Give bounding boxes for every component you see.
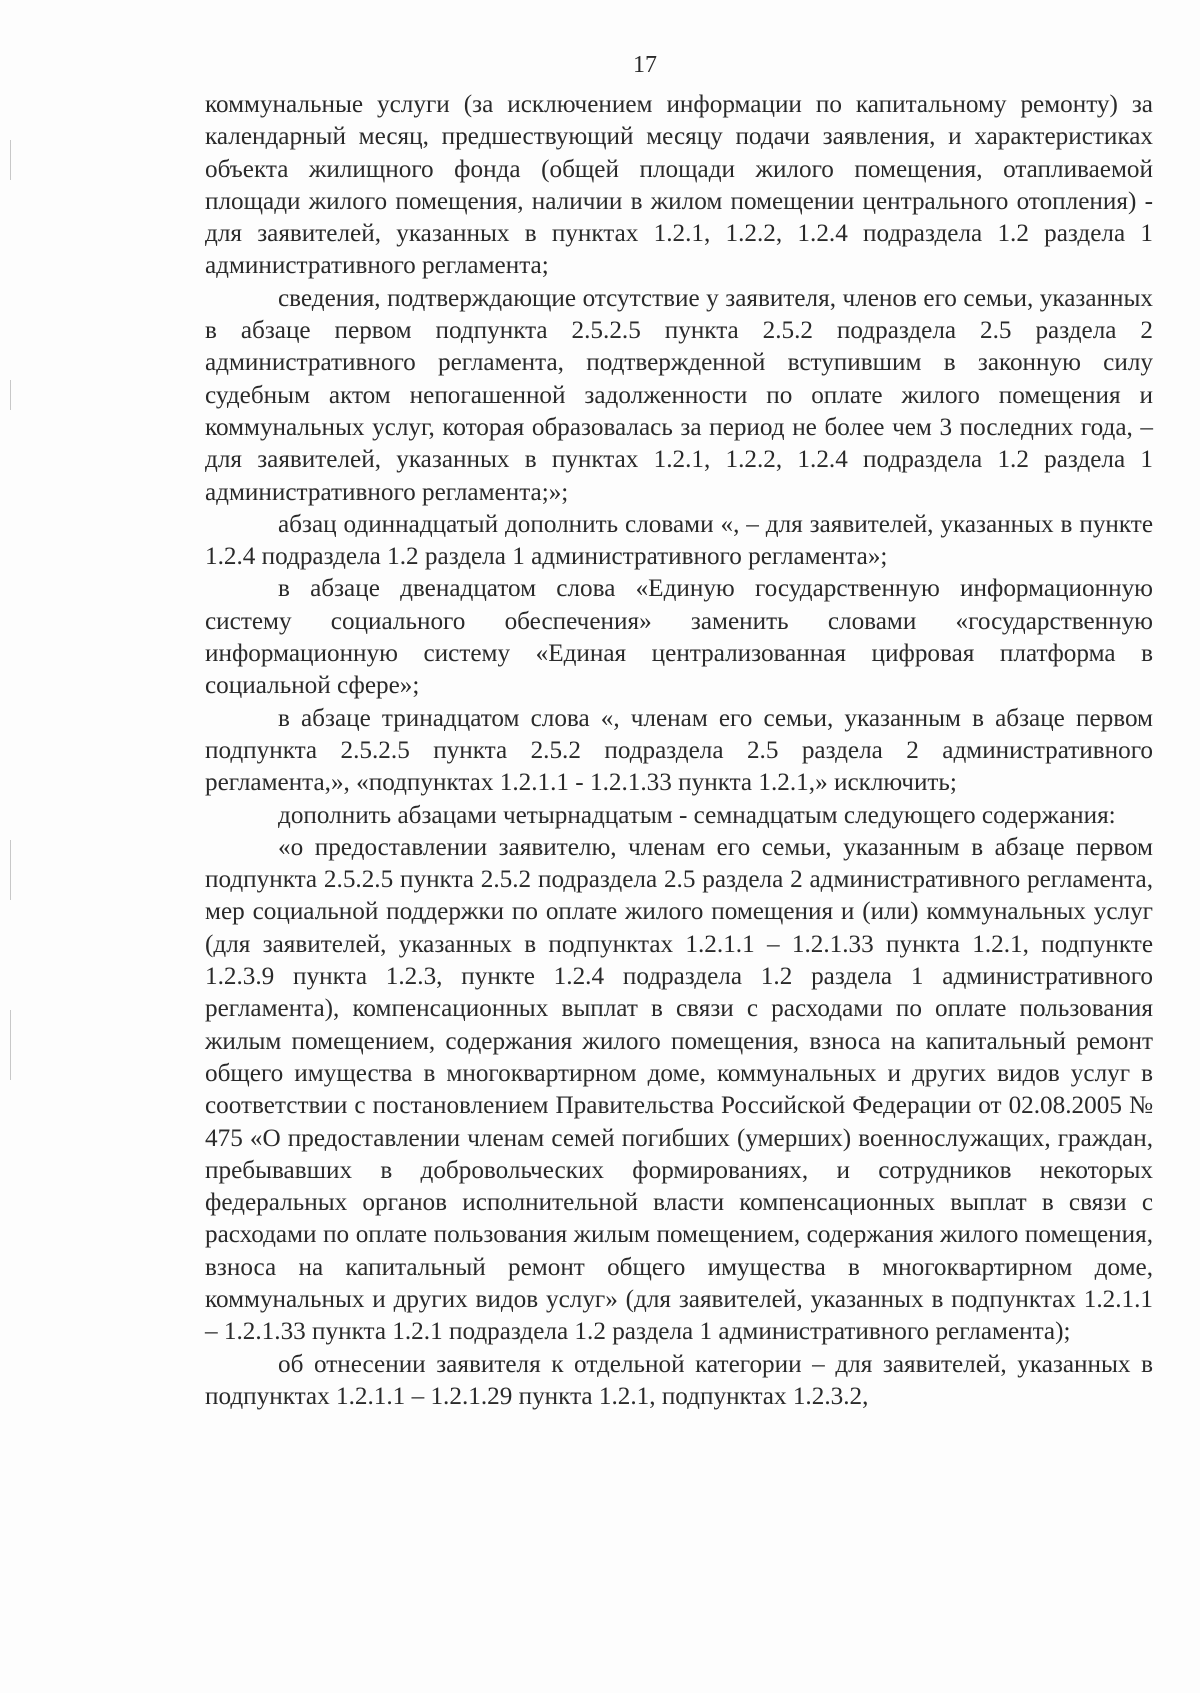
paragraph: в абзаце тринадцатом слова «, членам его семьи, указанным в абзаце первом подпункта 2.5.2.5 пункта 2.5.2 подраздела 2.5 раздела 2 административного регламента,», «подпунктах 1.2.1.1 - 1.2.1.33 пункта 1.2.1,» исключить; (205, 704, 1153, 797)
paragraph: об отнесении заявителя к отдельной категории – для заявителей, указанных в подпунктах 1.2.1.1 – 1.2.1.29 пункта 1.2.1, подпунктах 1.2.3.2, (205, 1350, 1153, 1410)
paragraph: в абзаце двенадцатом слова «Единую государственную информационную систему социального обеспечения» заменить словами «государственную информационную систему «Единая централизованная цифровая платформа в социальной сфере»; (205, 575, 1153, 700)
scan-edge-mark (10, 380, 11, 410)
paragraph: «о предоставлении заявителю, членам его семьи, указанным в абзаце первом подпункта 2.5.2.5 пункта 2.5.2 подраздела 2.5 раздела 2 административного регламента, мер социальной поддержки по оплате жилого помещения и (или) коммунальных услуг (для заявителей, указанных в подпунктах 1.2.1.1 – 1.2.1.33 пункта 1.2.1, подпункте 1.2.3.9 пункта 1.2.3, пункте 1.2.4 подраздела 1.2 раздела 1 административного регламента), компенсационных выплат в связи с расходами по оплате пользования жилым помещением, содержания жилого помещения, взноса на капитальный ремонт общего имущества в многоквартирном доме, коммунальных и других видов услуг в соответствии с постановлением Правительства Российской Федерации от 02.08.2005 № 475 «О предоставлении членам семей погибших (умерших) военнослужащих, граждан, пребывавших в добровольческих формированиях, и сотрудников некоторых федеральных органов исполнительной власти компенсационных выплат в связи с расходами по оплате пользования жилым помещением, содержания жилого помещения, взноса на капитальный ремонт общего имущества в многоквартирном доме, коммунальных и других видов услуг» (для заявителей, указанных в подпунктах 1.2.1.1 – 1.2.1.33 пункта 1.2.1 подраздела 1.2 раздела 1 административного регламента); (205, 833, 1153, 1346)
page-number: 17 (633, 52, 657, 78)
paragraph: сведения, подтверждающие отсутствие у заявителя, членов его семьи, указанных в абзаце первом подпункта 2.5.2.5 пункта 2.5.2 подраздела 2.5 раздела 2 административного регламента, подтвержденной вступившим в законную силу судебным актом непогашенной задолженности по оплате жилого помещения и коммунальных услуг, которая образовалась за период не более чем 3 последних года, – для заявителей, указанных в пунктах 1.2.1, 1.2.2, 1.2.4 подраздела 1.2 раздела 1 административного регламента;»; (205, 284, 1153, 506)
scan-edge-mark (10, 140, 11, 180)
paragraph: абзац одиннадцатый дополнить словами «, – для заявителей, указанных в пункте 1.2.4 подраздела 1.2 раздела 1 административного регламента»; (205, 510, 1153, 571)
paragraph: коммунальные услуги (за исключением информации по капитальному ремонту) за календарный месяц, предшествующий месяцу подачи заявления, и характеристиках объекта жилищного фонда (общей площади жилого помещения, отапливаемой площади жилого помещения, наличии в жилом помещении центрального отопления) - для заявителей, указанных в пунктах 1.2.1, 1.2.2, 1.2.4 подраздела 1.2 раздела 1 административного регламента; (205, 91, 1153, 280)
document-body (205, 89, 1153, 1413)
paragraph: дополнить абзацами четырнадцатым - семнадцатым следующего содержания: (278, 801, 1116, 829)
scan-edge-mark (10, 840, 11, 900)
scan-edge-mark (10, 1010, 11, 1080)
